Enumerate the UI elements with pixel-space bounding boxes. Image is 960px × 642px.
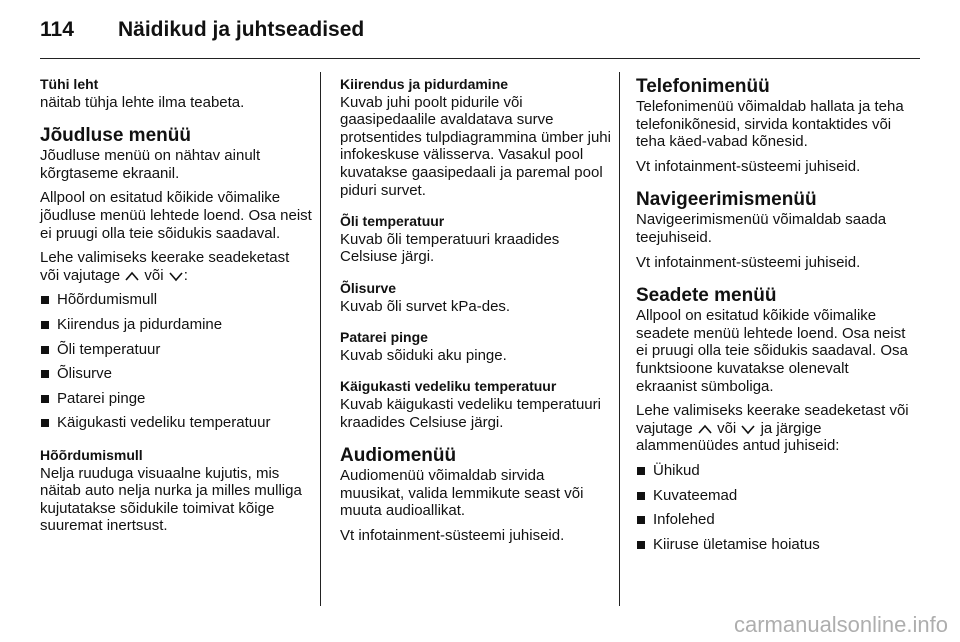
list-item xyxy=(636,511,912,529)
instruction-text: Lehe valimiseks keerake seadeketast või vajutage xyxy=(636,402,909,437)
blank-page-text: näitab tühja lehte ilma teabeta. xyxy=(40,93,245,111)
list-item-label: Kuvateemad xyxy=(653,486,738,504)
nav-menu-text: Navigeerimismenüü võimaldab saada teejuhiseid. xyxy=(636,211,887,246)
bullet-icon xyxy=(637,516,645,524)
instruction-or: või xyxy=(717,419,737,437)
list-item-label: Käigukasti vedeliku temperatuur xyxy=(57,414,271,432)
performance-text: Jõudluse menüü on nähtav ainult kõrgtaseme ekraanil. xyxy=(40,147,261,182)
accel-brake-text: Kuvab juhi poolt pidurile või gaasipedaalile avaldatava surve protsentides tulpdiagrammina ümber juhi infokeskuse välisserva. Vasakul pool kuvatakse gaasipedaali ja paremal pool piduri survet. xyxy=(340,93,611,199)
bullet-icon xyxy=(41,346,49,354)
instruction-colon: : xyxy=(183,266,188,284)
instruction-tail: ja järgige alammenüüdes antud juhiseid: xyxy=(636,419,840,455)
list-item-label: Kiiruse ületamise hoiatus xyxy=(653,535,820,553)
column-2 xyxy=(340,76,612,551)
watermark: carmanualsonline.info xyxy=(733,612,948,637)
audio-menu-text: Audiomenüü võimaldab sirvida muusikat, valida lemmikute seast või muuta audioallikat. xyxy=(340,467,584,520)
list-item-label: Patarei pinge xyxy=(57,389,146,407)
oil-temp-heading: Õli temperatuur xyxy=(340,213,445,230)
performance-list-intro: Allpool on esitatud kõikide võimalike jõudluse menüü lehtede loend. Osa neist ei pruugi olla teie sõidukis saadaval. xyxy=(40,189,312,242)
battery-text: Kuvab sõiduki aku pinge. xyxy=(340,346,507,364)
settings-select-instruction xyxy=(636,402,912,455)
trans-section xyxy=(340,378,612,431)
phone-menu-ref: Vt infotainment-süsteemi juhiseid. xyxy=(636,157,861,175)
blank-page-heading: Tühi leht xyxy=(40,76,99,92)
oil-pressure-text: Kuvab õli survet kPa-des. xyxy=(340,297,511,315)
bullet-icon xyxy=(41,370,49,378)
performance-menu-heading: Jõudluse menüü xyxy=(40,125,191,147)
list-item-label: Õlisurve xyxy=(57,365,113,383)
oil-pressure-heading: Õlisurve xyxy=(340,279,397,296)
chevron-up-icon xyxy=(124,270,140,282)
column-3 xyxy=(636,76,912,560)
list-item xyxy=(636,536,912,554)
list-item xyxy=(40,365,312,383)
phone-menu-text: Telefonimenüü võimaldab hallata ja teha telefonikõnesid, sirvida kontaktides või teha käed-vabad kõnesid. xyxy=(636,98,904,151)
column-divider xyxy=(619,72,620,606)
trans-temp-text: Kuvab käigukasti vedeliku temperatuuri kraadides Celsiuse järgi. xyxy=(340,395,601,431)
column-divider xyxy=(320,72,321,606)
blank-page-section xyxy=(40,76,312,111)
phone-menu-heading: Telefonimenüü xyxy=(636,76,770,97)
header-rule xyxy=(40,58,920,59)
list-item xyxy=(40,316,312,334)
bullet-icon xyxy=(41,395,49,403)
bullet-icon xyxy=(41,321,49,329)
list-item xyxy=(636,462,912,480)
list-item-label: Infolehed xyxy=(653,511,715,529)
friction-bubble-text: Nelja ruuduga visuaalne kujutis, mis näitab auto nelja nurka ja milles mulliga kujutatakse sõidukile toimivat kõige suuremat inertsust. xyxy=(40,464,302,535)
list-item xyxy=(40,390,312,408)
list-item-label: Ühikud xyxy=(653,461,700,479)
battery-section xyxy=(340,329,612,364)
audio-menu-heading: Audiomenüü xyxy=(340,445,457,467)
list-item xyxy=(40,341,312,359)
list-item-label: Kiirendus ja pidurdamine xyxy=(57,315,223,333)
accel-brake-heading: Kiirendus ja pidurdamine xyxy=(340,76,509,92)
settings-pages-list xyxy=(636,462,912,553)
settings-menu-heading: Seadete menüü xyxy=(636,285,777,307)
audio-menu-ref: Vt infotainment-süsteemi juhiseid. xyxy=(340,526,565,544)
oil-pressure-section xyxy=(340,280,612,315)
oil-temp-text: Kuvab õli temperatuuri kraadides Celsiuse järgi. xyxy=(340,230,560,266)
chevron-down-icon xyxy=(168,270,184,282)
chevron-down-icon xyxy=(740,423,756,435)
bullet-icon xyxy=(637,541,645,549)
settings-menu-text: Allpool on esitatud kõikide võimalike seadete menüü lehtede loend. Osa neist ei pruugi olla teie sõidukis saadaval. Osa funktsioone kuvatakse olenevalt ekraanist sümboliga. xyxy=(636,307,908,395)
bullet-icon xyxy=(637,492,645,500)
chevron-up-icon xyxy=(697,423,713,435)
trans-temp-heading: Käigukasti vedeliku temperatuur xyxy=(340,378,557,395)
column-1 xyxy=(40,76,312,542)
page-header xyxy=(40,14,920,58)
nav-menu-heading: Navigeerimismenüü xyxy=(636,189,817,211)
list-item xyxy=(636,487,912,505)
friction-bubble-heading: Hõõrdumismull xyxy=(40,446,143,463)
bullet-icon xyxy=(41,296,49,304)
battery-heading: Patarei pinge xyxy=(340,329,428,346)
bullet-icon xyxy=(637,467,645,475)
page-number: 114 xyxy=(40,18,74,41)
list-item-label: Õli temperatuur xyxy=(57,340,161,358)
list-item xyxy=(40,291,312,309)
page-title: Näidikud ja juhtseadised xyxy=(118,18,365,41)
instruction-or: või xyxy=(144,266,164,284)
performance-select-instruction xyxy=(40,249,312,284)
performance-pages-list xyxy=(40,291,312,432)
instruction-text: Lehe valimiseks keerake seadeketast või vajutage xyxy=(40,249,290,284)
oil-temp-section xyxy=(340,213,612,266)
bullet-icon xyxy=(41,419,49,427)
list-item-label: Hõõrdumismull xyxy=(57,291,158,309)
nav-menu-ref: Vt infotainment-süsteemi juhiseid. xyxy=(636,253,861,271)
accel-section xyxy=(340,76,612,199)
list-item xyxy=(40,414,312,432)
